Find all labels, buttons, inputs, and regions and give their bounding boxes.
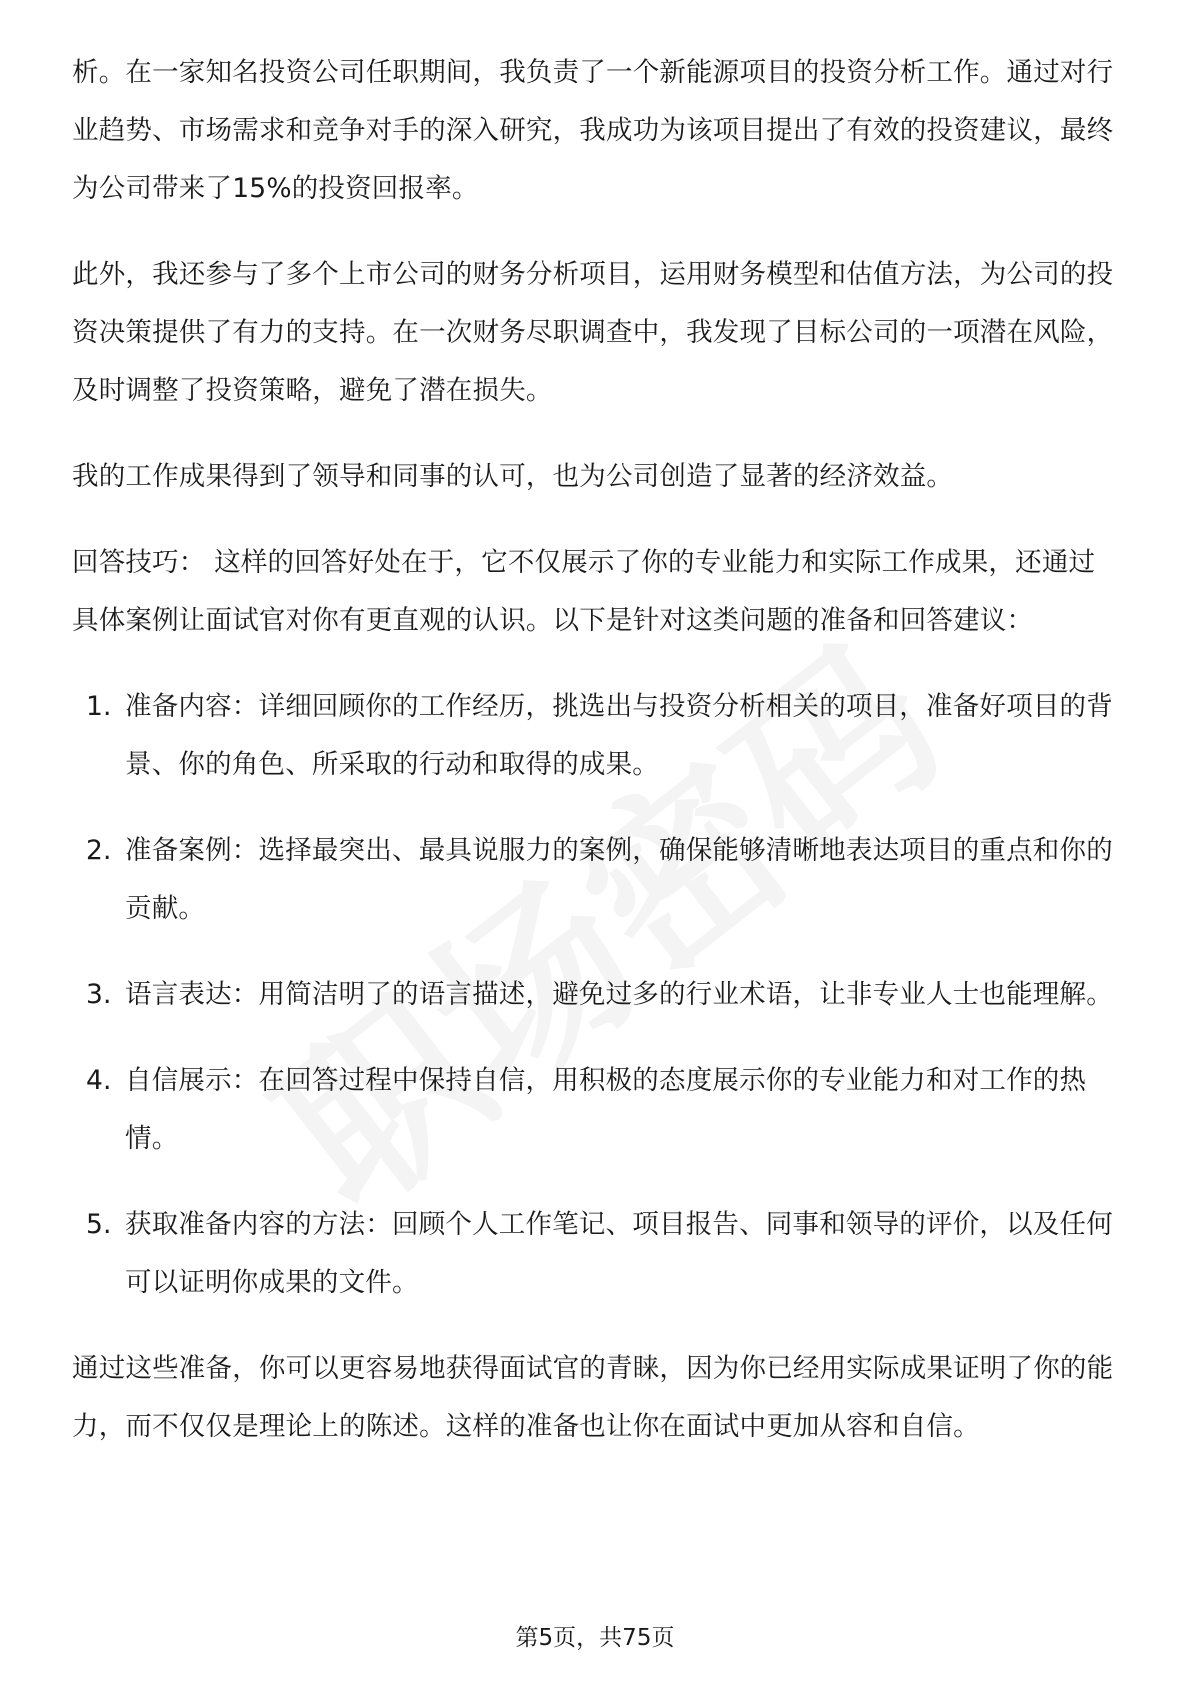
paragraph-answer-tips: 回答技巧： 这样的回答好处在于，它不仅展示了你的专业能力和实际工作成果，还通过具体案例让面试官对你有更直观的认识。以下是针对这类问题的准备和回答建议： [72, 547, 1096, 636]
paragraph-intro-continuation: 析。在一家知名投资公司任职期间，我负责了一个新能源项目的投资分析工作。通过对行业趋势、市场需求和竞争对手的深入研究，我成功为该项目提出了有效的投资建议，最终为公司带来了15%的投资回报率。 [72, 57, 1114, 204]
list-item [72, 822, 1118, 938]
list-item-number: 3. [86, 979, 112, 1010]
paragraph-conclusion: 通过这些准备，你可以更容易地获得面试官的青睐，因为你已经用实际成果证明了你的能力，而不仅仅是理论上的陈述。这样的准备也让你在面试中更加从容和自信。 [72, 1353, 1114, 1442]
list-item [72, 966, 1118, 1024]
paragraph-financial-analysis: 此外，我还参与了多个上市公司的财务分析项目，运用财务模型和估值方法，为公司的投资决策提供了有力的支持。在一次财务尽职调查中，我发现了目标公司的一项潜在风险，及时调整了投资策略，避免了潜在损失。 [72, 259, 1114, 406]
list-item-number: 2. [86, 835, 112, 866]
list-item-text: 获取准备内容的方法：回顾个人工作笔记、项目报告、同事和领导的评价，以及任何可以证明你成果的文件。 [125, 1209, 1113, 1298]
list-item-text: 语言表达：用简洁明了的语言描述，避免过多的行业术语，让非专业人士也能理解。 [125, 979, 1113, 1010]
tips-list [72, 678, 1118, 1312]
list-item [72, 678, 1118, 794]
paragraph-recognition: 我的工作成果得到了领导和同事的认可，也为公司创造了显著的经济效益。 [72, 461, 954, 492]
list-item-text: 准备案例：选择最突出、最具说服力的案例，确保能够清晰地表达项目的重点和你的贡献。 [125, 835, 1113, 924]
list-item [72, 1196, 1118, 1312]
list-item-text: 自信展示：在回答过程中保持自信，用积极的态度展示你的专业能力和对工作的热情。 [125, 1065, 1087, 1154]
list-item-number: 5. [86, 1209, 112, 1240]
list-item [72, 1052, 1118, 1168]
list-item-number: 4. [86, 1065, 112, 1096]
document-body [72, 44, 1118, 1484]
page-number-footer: 第5页，共75页 [515, 1625, 675, 1651]
list-item-text: 准备内容：详细回顾你的工作经历，挑选出与投资分析相关的项目，准备好项目的背景、你的角色、所采取的行动和取得的成果。 [125, 691, 1113, 780]
list-item-number: 1. [86, 691, 112, 722]
